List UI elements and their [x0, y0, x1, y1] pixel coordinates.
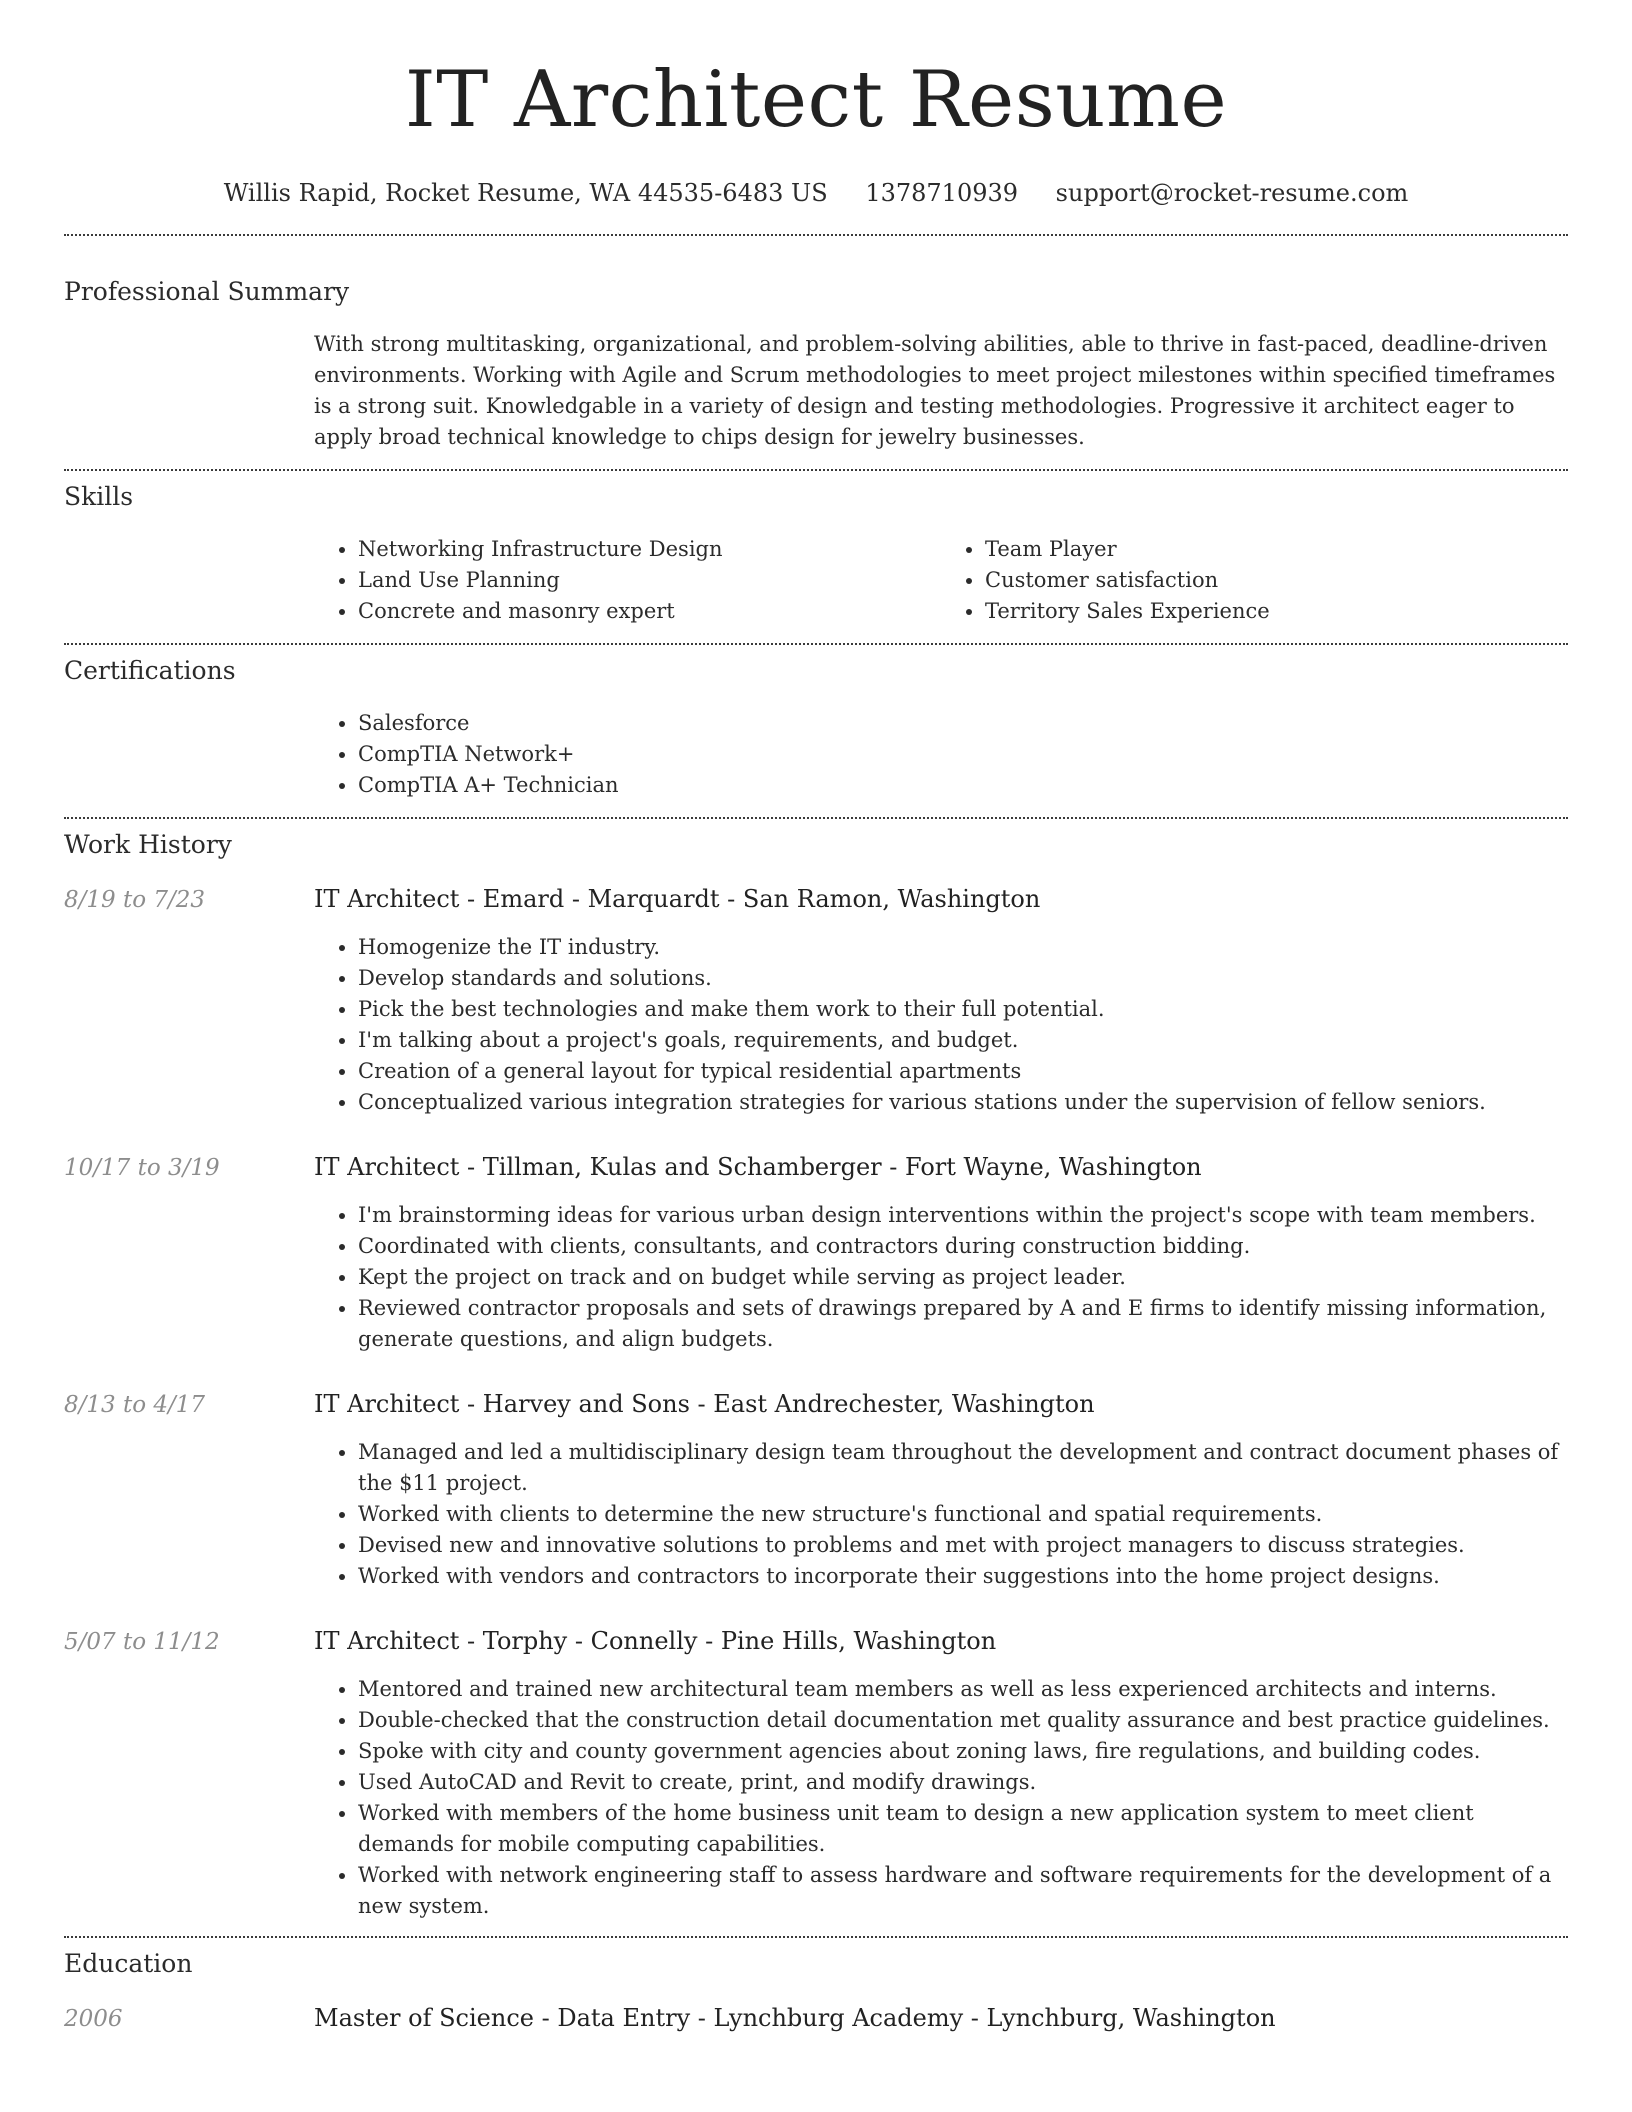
job-bullet: • Develop standards and solutions.: [358, 963, 1568, 994]
job-bullets: [314, 1674, 1568, 1922]
job-bullets: [314, 1200, 1568, 1355]
job-bullet: • Kept the project on track and on budget while serving as project leader.: [358, 1262, 1568, 1293]
education-section: [64, 1938, 1568, 2035]
summary-section: [64, 236, 1568, 453]
certifications-content: [314, 708, 1568, 801]
skill-item: • Territory Sales Experience: [985, 596, 1568, 627]
job-bullet: • Pick the best technologies and make them work to their full potential.: [358, 994, 1568, 1025]
job-bullet: • Conceptualized various integration strategies for various stations under the supervision of fellow seniors.: [358, 1087, 1568, 1118]
job-entry: [64, 1625, 1568, 1922]
job-bullet: • Worked with network engineering staff to assess hardware and software requirements for the development of a new system.: [358, 1860, 1568, 1922]
work-section: [64, 819, 1568, 1922]
section-title-certifications: Certifications: [64, 656, 236, 685]
certification-item: • CompTIA A+ Technician: [358, 770, 1568, 801]
job-details: [314, 1674, 1568, 1922]
job-bullet: • I'm talking about a project's goals, requirements, and budget.: [358, 1025, 1568, 1056]
job-bullet: • Worked with clients to determine the new structure's functional and spatial requirements.: [358, 1499, 1568, 1530]
skills-list-right: [941, 534, 1568, 627]
job-entry: [64, 1151, 1568, 1355]
job-bullets: [314, 1437, 1568, 1592]
job-dates: 5/07 to 11/12: [64, 1629, 220, 1655]
job-details: [314, 1200, 1568, 1355]
job-bullet: • Double-checked that the construction detail documentation met quality assurance and best practice guidelines.: [358, 1705, 1568, 1736]
summary-text: With strong multitasking, organizational, and problem-solving abilities, able to thrive in fast-paced, deadline-driven environments. Working with Agile and Scrum methodologies to meet project milestones within specified timeframes is a strong suit. Knowledgable in a variety of design and testing methodologies. Progressive it architect eager to apply broad technical knowledge to chips design for jewelry businesses.: [314, 332, 1556, 449]
contact-line: [64, 178, 1568, 208]
skills-list-left: [314, 534, 941, 627]
job-dates: 10/17 to 3/19: [64, 1155, 220, 1181]
job-bullet: • Homogenize the IT industry.: [358, 932, 1568, 963]
job-header: [64, 1388, 1568, 1421]
job-bullet: • Spoke with city and county government agencies about zoning laws, fire regulations, and building codes.: [358, 1736, 1568, 1767]
job-header: [64, 1625, 1568, 1658]
job-bullet: • Mentored and trained new architectural team members as well as less experienced architects and interns.: [358, 1674, 1568, 1705]
skills-content: [314, 534, 1568, 627]
skill-item: • Team Player: [985, 534, 1568, 565]
job-title: IT Architect - Emard - Marquardt - San Ramon, Washington: [314, 885, 1041, 913]
job-details: [314, 1437, 1568, 1592]
job-bullet: • Devised new and innovative solutions to problems and met with project managers to discuss strategies.: [358, 1530, 1568, 1561]
skill-item: • Concrete and masonry expert: [358, 596, 941, 627]
job-bullet: • I'm brainstorming ideas for various urban design interventions within the project's scope with team members.: [358, 1200, 1568, 1231]
job-details: [314, 932, 1568, 1118]
job-bullet: • Coordinated with clients, consultants, and contractors during construction bidding.: [358, 1231, 1568, 1262]
education-header: [64, 2002, 1568, 2035]
skill-item: • Land Use Planning: [358, 565, 941, 596]
job-bullet: • Reviewed contractor proposals and sets of drawings prepared by A and E firms to identify missing information, generate questions, and align budgets.: [358, 1293, 1568, 1355]
job-bullet: • Worked with vendors and contractors to incorporate their suggestions into the home project designs.: [358, 1561, 1568, 1592]
job-dates: 8/13 to 4/17: [64, 1392, 206, 1418]
contact-email[interactable]: support@rocket-resume.com: [1055, 179, 1409, 207]
certifications-section: [64, 645, 1568, 801]
certifications-list: [314, 708, 1568, 801]
certification-item: • CompTIA Network+: [358, 739, 1568, 770]
job-bullets: [314, 932, 1568, 1118]
section-title-skills: Skills: [64, 482, 134, 511]
resume-title: IT Architect Resume: [404, 55, 1228, 145]
education-title: Master of Science - Data Entry - Lynchburg Academy - Lynchburg, Washington: [314, 2004, 1276, 2032]
job-bullet: • Managed and led a multidisciplinary design team throughout the development and contract document phases of the $11 project.: [358, 1437, 1568, 1499]
section-title-education: Education: [64, 1949, 193, 1978]
job-dates: 8/19 to 7/23: [64, 887, 206, 913]
job-bullet: • Used AutoCAD and Revit to create, print, and modify drawings.: [358, 1767, 1568, 1798]
job-bullet: • Worked with members of the home business unit team to design a new application system to meet client demands for mobile computing capabilities.: [358, 1798, 1568, 1860]
skill-item: • Customer satisfaction: [985, 565, 1568, 596]
skill-item: • Networking Infrastructure Design: [358, 534, 941, 565]
job-bullet: • Creation of a general layout for typical residential apartments: [358, 1056, 1568, 1087]
summary-content: [314, 329, 1568, 453]
education-entry: [64, 2002, 1568, 2035]
section-title-summary: Professional Summary: [64, 277, 350, 306]
contact-address: Willis Rapid, Rocket Resume, WA 44535-6483 US: [223, 179, 828, 207]
job-entry: [64, 1388, 1568, 1592]
certification-item: • Salesforce: [358, 708, 1568, 739]
skills-section: [64, 471, 1568, 627]
job-title: IT Architect - Tillman, Kulas and Schamberger - Fort Wayne, Washington: [314, 1153, 1202, 1181]
job-header: [64, 883, 1568, 916]
job-header: [64, 1151, 1568, 1184]
job-title: IT Architect - Torphy - Connelly - Pine Hills, Washington: [314, 1627, 997, 1655]
education-year: 2006: [64, 2006, 123, 2032]
job-entry: [64, 883, 1568, 1118]
job-title: IT Architect - Harvey and Sons - East Andrechester, Washington: [314, 1390, 1095, 1418]
resume-header: [64, 0, 1568, 208]
section-title-work: Work History: [64, 830, 232, 859]
contact-phone: 1378710939: [865, 179, 1019, 207]
